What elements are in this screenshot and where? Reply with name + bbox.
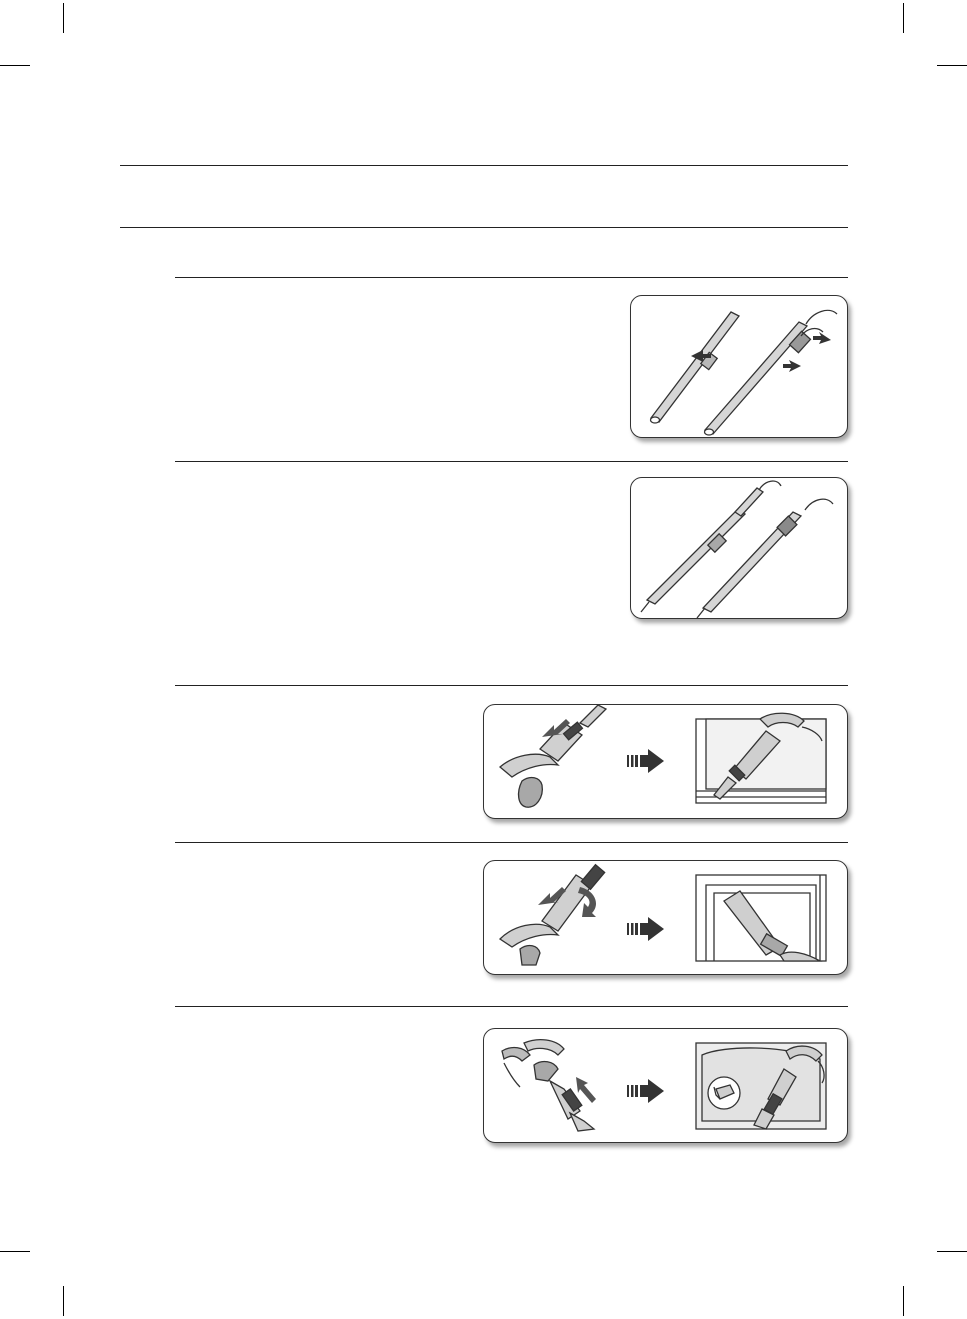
crop-mark-top-right-horizontal [937,65,967,66]
pipe-illustration [651,310,838,435]
title-rule-bottom [120,227,848,228]
direction-arrow-icon [576,1077,596,1103]
arrow-right-icon [627,1079,664,1103]
figure-dusting-brush [483,1028,848,1143]
figure-crevice-tool [483,704,848,819]
section-rule-5 [175,1006,848,1007]
title-rule-top [120,165,848,166]
figure-upholstery-tool [483,860,848,975]
crop-mark-top-left-vertical [63,3,64,33]
figure-telescopic-pipe-separate [630,477,848,619]
crop-mark-bottom-left-horizontal [0,1251,30,1252]
handle-illustration [500,705,606,807]
arrow-right-icon [627,917,664,941]
crop-mark-bottom-right-horizontal [937,1251,967,1252]
section-rule-3 [175,685,848,686]
crop-mark-top-right-vertical [903,3,904,33]
section-rule-1 [175,277,848,278]
section-rule-4 [175,842,848,843]
page-title [120,180,848,210]
crop-mark-bottom-right-vertical [903,1286,904,1316]
figure-telescopic-pipe-adjust [630,295,848,438]
crop-mark-bottom-left-vertical [63,1286,64,1316]
section-rule-2 [175,461,848,462]
crop-mark-top-left-horizontal [0,65,30,66]
pipe-illustration [641,481,833,618]
arrow-right-icon [627,749,664,773]
